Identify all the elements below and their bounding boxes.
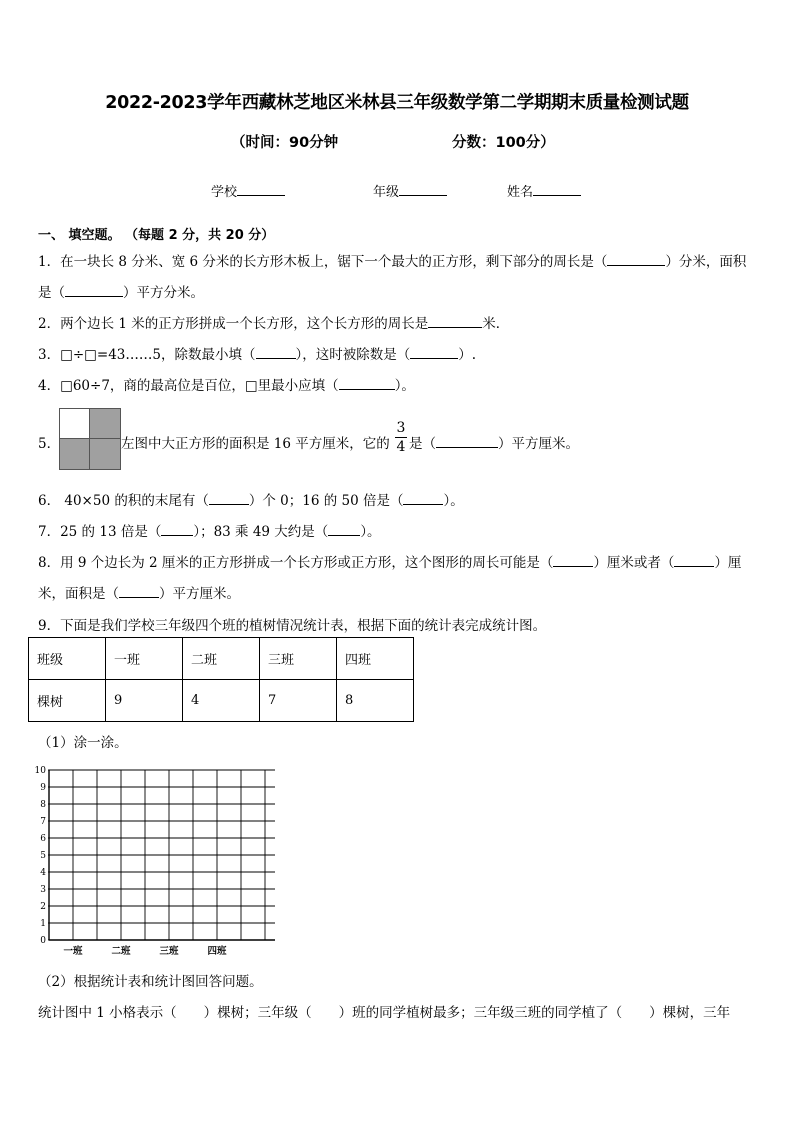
x-category-label: 四班 <box>207 946 227 957</box>
question-5-number: 5． <box>38 436 61 452</box>
page-title: 2022-2023学年西藏林芝地区米林县三年级数学第二学期期末质量检测试题 <box>105 93 689 113</box>
answer-blank[interactable] <box>428 313 482 328</box>
answer-blank[interactable] <box>403 490 443 505</box>
answer-blank[interactable] <box>410 344 458 359</box>
answer-blank[interactable] <box>161 521 193 536</box>
table-cell: 棵树 <box>29 680 106 722</box>
answer-blank[interactable] <box>65 282 123 297</box>
exam-score: 分数：100分） <box>452 135 555 151</box>
table-cell: 7 <box>260 680 337 722</box>
table-row <box>29 638 414 680</box>
question-7: 7．25 的 13 倍是（ ）；83 乘 49 大约是（ ）。 <box>38 520 381 540</box>
name-field[interactable] <box>507 181 581 200</box>
y-tick-label: 3 <box>40 885 46 895</box>
y-tick-label: 9 <box>40 783 46 793</box>
question-8-line1: 8．用 9 个边长为 2 厘米的正方形拼成一个长方形或正方形，这个图形的周长可能是（ ）厘米或者（ ）厘 <box>38 551 741 571</box>
answer-blank[interactable] <box>553 552 593 567</box>
y-tick-label: 7 <box>40 817 46 827</box>
school-field[interactable] <box>211 181 285 200</box>
grade-field[interactable] <box>373 181 447 200</box>
table-cell: 4 <box>183 680 260 722</box>
table-cell: 四班 <box>337 638 414 680</box>
question-2: 2．两个边长 1 米的正方形拼成一个长方形，这个长方形的周长是 米． <box>38 312 509 332</box>
table-cell: 三班 <box>260 638 337 680</box>
answer-blank[interactable] <box>339 375 395 390</box>
school-label: 学校 <box>211 185 238 200</box>
answer-blank[interactable] <box>436 433 498 448</box>
answer-blank[interactable] <box>119 583 159 598</box>
y-tick-label: 5 <box>40 851 46 861</box>
exam-time: （时间：90分钟 <box>231 135 339 151</box>
question-9-last: 统计图中 1 小格表示（ ）棵树；三年级（ ）班的同学植树最多；三年级三班的同学植了（ ）棵树，三年 <box>38 1005 731 1021</box>
question-9-intro: 9．下面是我们学校三年级四个班的植树情况统计表，根据下面的统计表完成统计图。 <box>38 618 547 634</box>
question-1-line1: 1．在一块长 8 分米、宽 6 分米的长方形木板上，锯下一个最大的正方形，剩下部分的周长是（ ）分米，面积 <box>38 250 746 270</box>
table-cell: 一班 <box>106 638 183 680</box>
y-tick-label: 4 <box>40 868 46 878</box>
bar-chart-grid[interactable] <box>35 762 275 962</box>
table-row <box>29 680 414 722</box>
statistics-table <box>28 637 414 722</box>
y-tick-label: 8 <box>40 800 46 810</box>
square-figure <box>59 408 121 470</box>
y-tick-label: 1 <box>40 919 46 929</box>
answer-blank[interactable] <box>328 521 360 536</box>
answer-blank[interactable] <box>209 490 249 505</box>
table-cell: 二班 <box>183 638 260 680</box>
x-category-label: 三班 <box>159 946 179 957</box>
fraction-three-quarters: 3 4 <box>396 420 406 455</box>
question-5-text: 左图中大正方形的面积是 16 平方厘米，它的 <box>121 436 390 452</box>
table-cell: 8 <box>337 680 414 722</box>
name-label: 姓名 <box>507 185 534 200</box>
y-tick-label: 2 <box>40 902 46 912</box>
x-category-label: 二班 <box>111 946 131 957</box>
section-heading: 一、 填空题。 （每题 2 分，共 20 分） <box>38 228 275 243</box>
grade-label: 年级 <box>373 185 400 200</box>
answer-blank[interactable] <box>256 344 296 359</box>
table-cell: 班级 <box>29 638 106 680</box>
question-3: 3．□÷□=43……5，除数最小填（ ），这时被除数是（ ）. <box>38 343 476 363</box>
question-8-line2: 米，面积是（ ）平方厘米。 <box>38 582 240 602</box>
question-6: 6． 40×50 的积的末尾有（ ）个 0；16 的 50 倍是（ ）。 <box>38 489 464 509</box>
answer-blank[interactable] <box>607 251 665 266</box>
question-1-line2: 是（ ）平方分米。 <box>38 281 204 301</box>
question-9-part2: （2）根据统计表和统计图回答问题。 <box>38 974 263 990</box>
y-tick-label: 6 <box>40 834 46 844</box>
x-category-label: 一班 <box>63 946 83 957</box>
question-9-part1: （1）涂一涂。 <box>38 735 128 751</box>
question-5-text-2: 是（ ）平方厘米。 <box>409 432 579 452</box>
y-tick-label: 10 <box>35 766 46 776</box>
answer-blank[interactable] <box>674 552 714 567</box>
question-4: 4．□60÷7，商的最高位是百位，□里最小应填（ ）。 <box>38 374 415 394</box>
table-cell: 9 <box>106 680 183 722</box>
y-tick-label: 0 <box>40 936 46 946</box>
